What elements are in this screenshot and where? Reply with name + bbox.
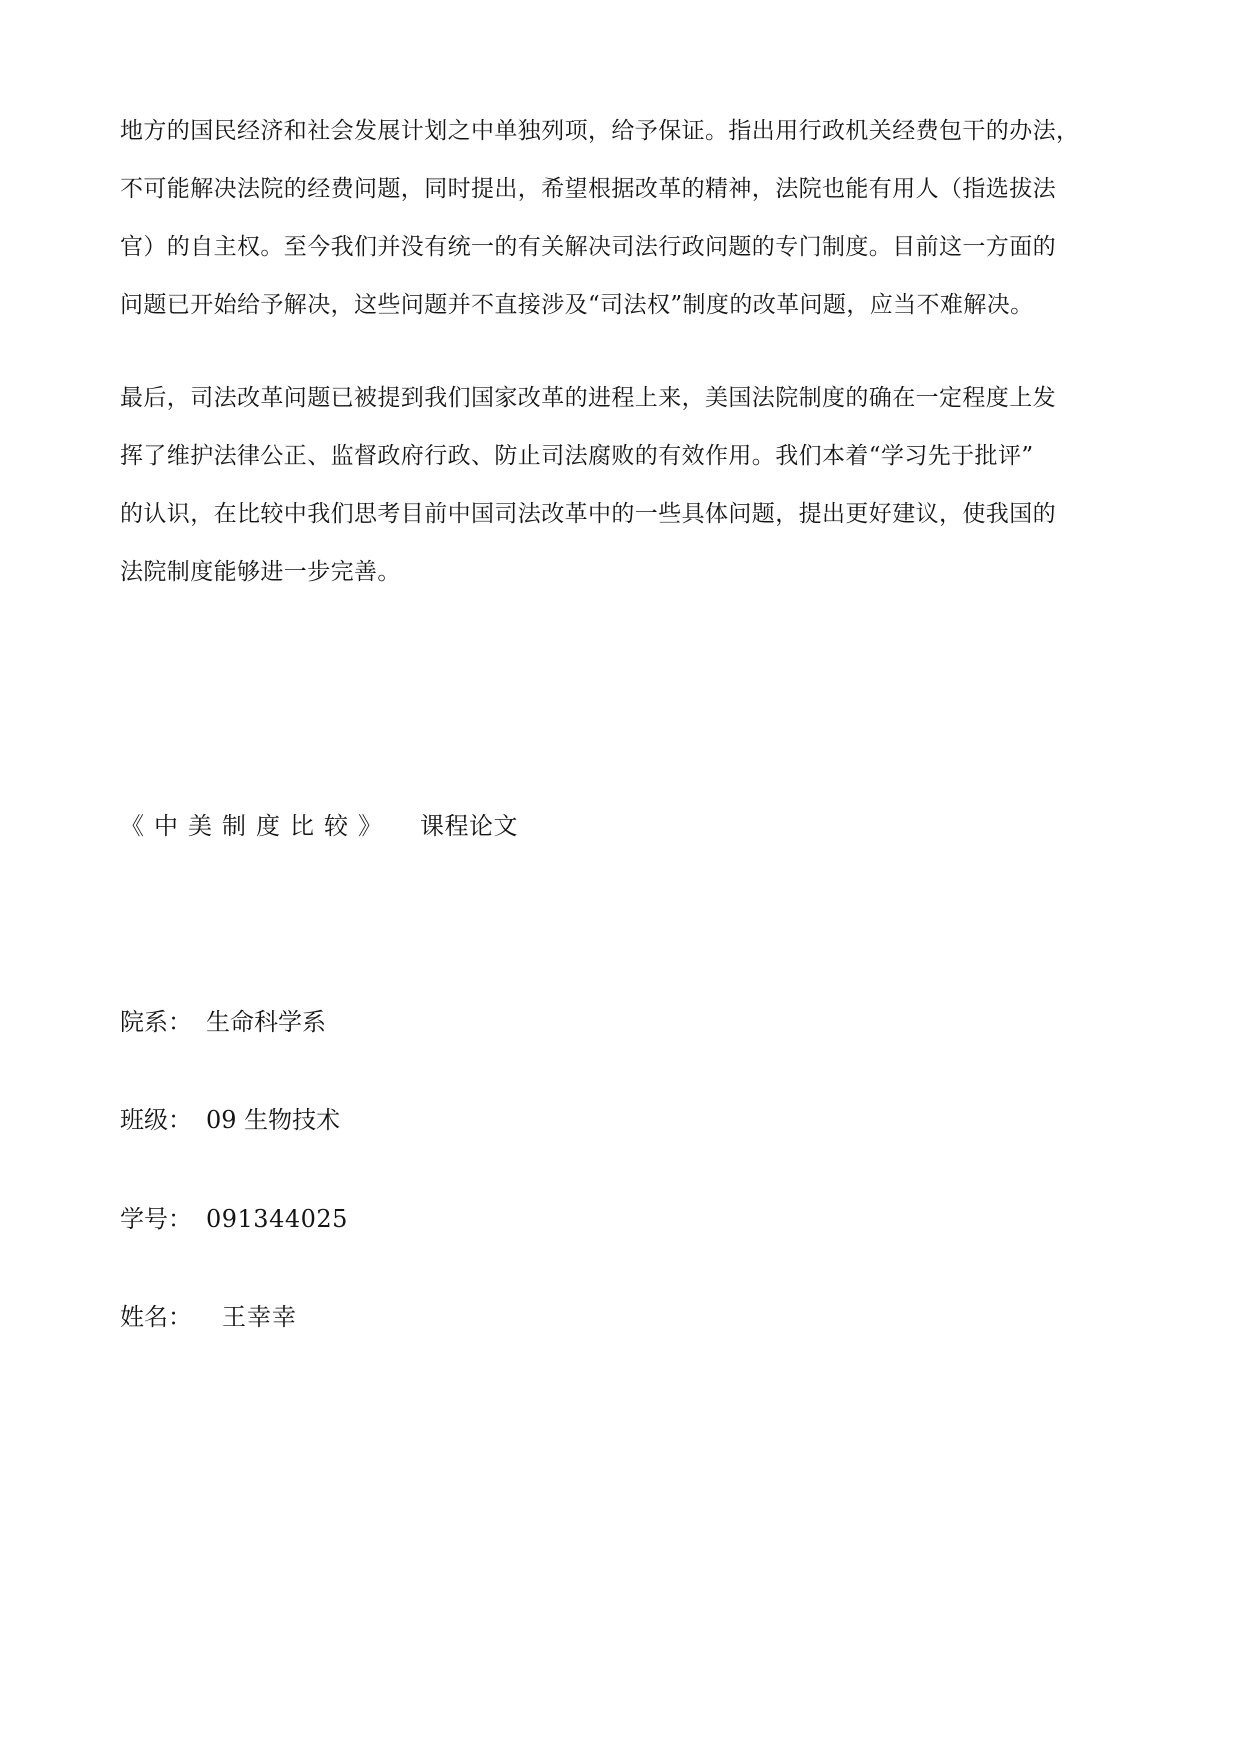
class-value: 09 生物技术 [206,1106,341,1134]
paragraph-line: 法院制度能够进一步完善。 [120,559,401,585]
department-row [120,1006,326,1038]
department-label: 院系： [120,1008,192,1036]
course-title-sub: 课程论文 [420,812,518,840]
name-value: 王幸幸 [222,1303,297,1331]
paragraph-line: 地方的国民经济和社会发展计划之中单独列项，给予保证。指出用行政机关经费包干的办法， [120,118,1080,144]
name-label: 姓名： [120,1303,192,1331]
paragraph-line: 官）的自主权。至今我们并没有统一的有关解决司法行政问题的专门制度。目前这一方面的 [120,234,1056,260]
course-title-main: 《中美制度比较》 [120,812,392,840]
paragraph-line: 最后，司法改革问题已被提到我们国家改革的进程上来，美国法院制度的确在一定程度上发 [120,385,1056,411]
student-id-label: 学号： [120,1205,192,1233]
paragraph-line: 问题已开始给予解决，这些问题并不直接涉及“司法权”制度的改革问题，应当不难解决。 [120,292,1034,318]
paragraph-line: 的认识，在比较中我们思考目前中国司法改革中的一些具体问题，提出更好建议，使我国的 [120,501,1056,527]
class-row [120,1104,340,1136]
department-value: 生命科学系 [206,1008,326,1036]
student-id-row [120,1203,348,1235]
class-label: 班级： [120,1106,192,1134]
course-title [120,810,518,842]
student-id-value: 091344025 [206,1205,348,1233]
paragraph-line: 不可能解决法院的经费问题，同时提出，希望根据改革的精神，法院也能有用人（指选拔法 [120,176,1056,202]
paragraph-line: 挥了维护法律公正、监督政府行政、防止司法腐败的有效作用。我们本着“学习先于批评” [120,443,1034,469]
name-row [120,1301,297,1333]
